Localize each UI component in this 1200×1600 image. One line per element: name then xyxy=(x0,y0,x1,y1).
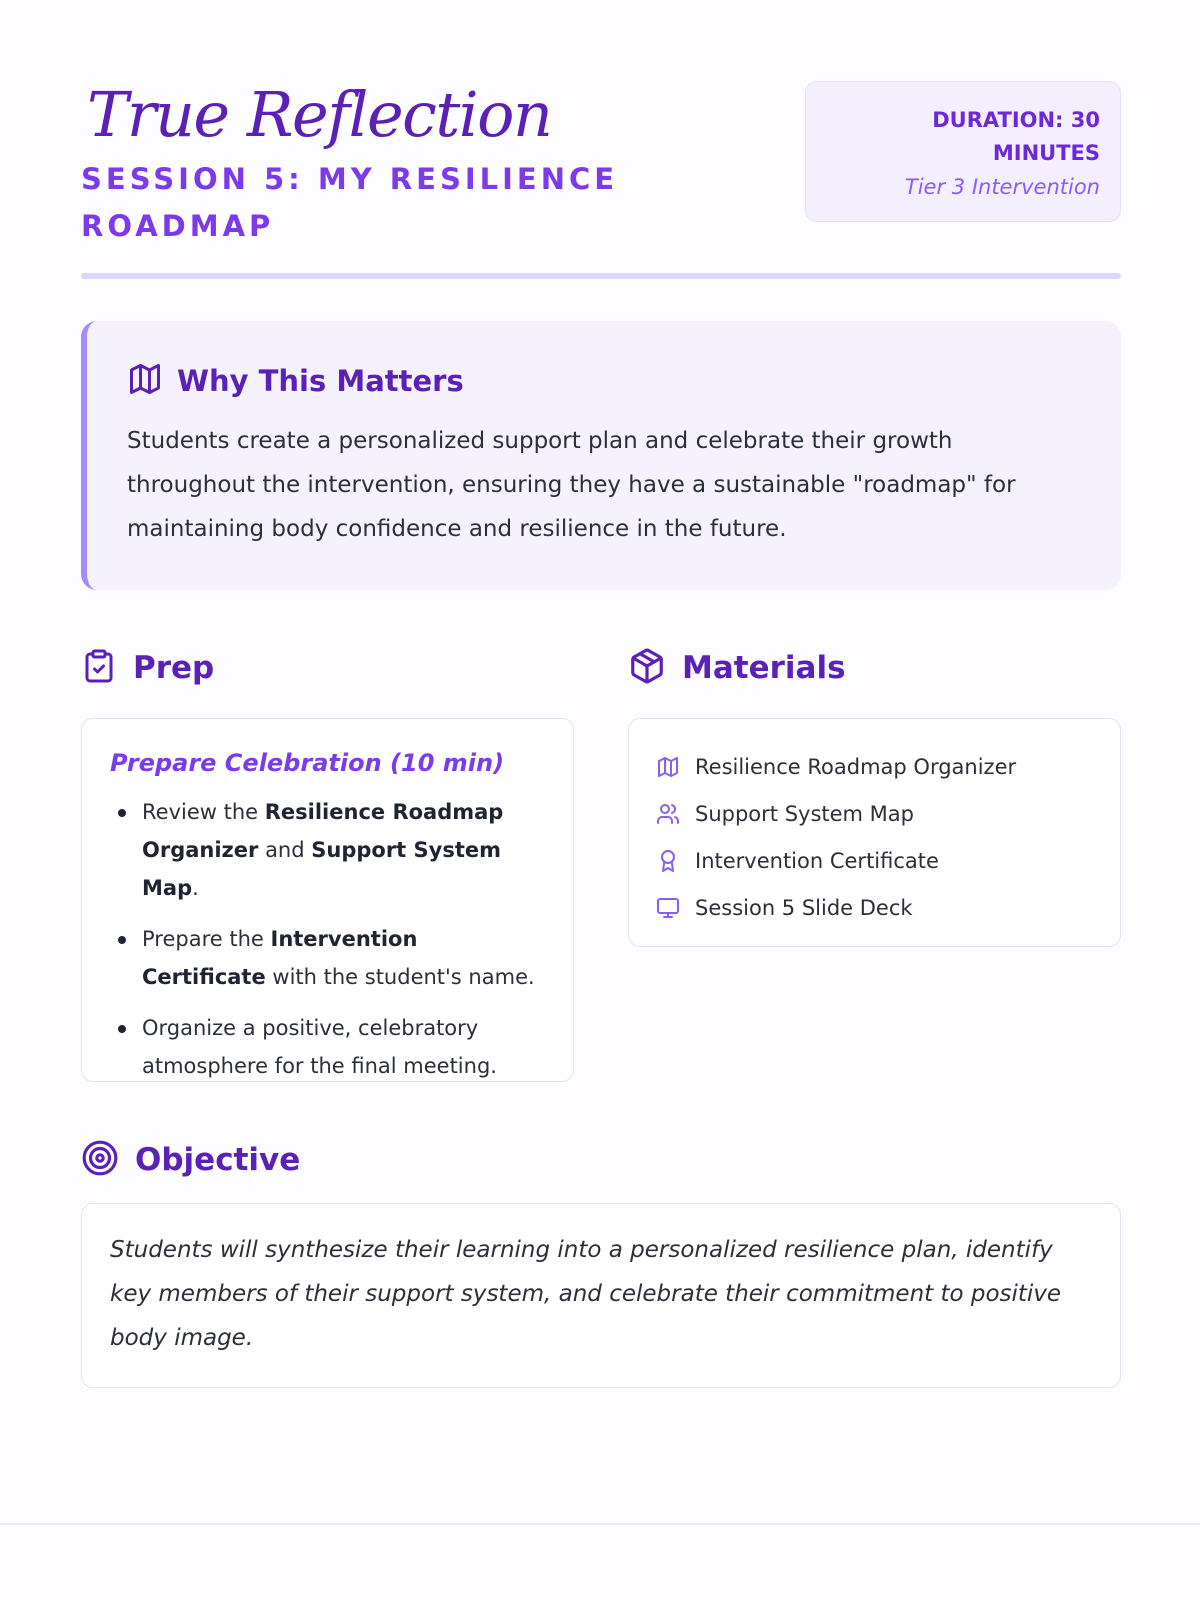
map-icon xyxy=(655,754,681,780)
footer-divider xyxy=(0,1523,1200,1525)
prep-list xyxy=(110,793,545,1085)
material-label: Intervention Certificate xyxy=(695,848,939,873)
prep-subtitle: Prepare Celebration (10 min) xyxy=(110,749,505,777)
materials-title: Materials xyxy=(682,650,846,686)
prep-title: Prep xyxy=(133,650,215,686)
materials-card xyxy=(628,718,1121,947)
duration-text: DURATION: 30 MINUTES xyxy=(932,108,1100,165)
objective-text: Students will synthesize their learning into a personalized resilience plan, identify key members of their support system, and celebrate their commitment to positive body image. xyxy=(110,1237,1062,1351)
objective-heading xyxy=(81,1139,300,1181)
material-item xyxy=(655,790,1094,837)
header-divider xyxy=(81,273,1121,279)
prep-item-emphasis: Support System Map xyxy=(142,838,501,900)
prep-item-text: Organize a positive, celebratory atmosphere for the final meeting. xyxy=(142,1016,497,1078)
prep-item-emphasis: Resilience Roadmap Organizer xyxy=(142,800,504,862)
monitor-icon xyxy=(655,895,681,921)
prep-list-item xyxy=(110,1009,545,1085)
why-title: Why This Matters xyxy=(177,364,464,398)
material-item xyxy=(655,743,1094,790)
prep-item-text: Prepare the xyxy=(142,927,271,951)
material-item xyxy=(655,884,1094,931)
users-icon xyxy=(655,801,681,827)
objective-title: Objective xyxy=(135,1142,301,1178)
materials-heading xyxy=(628,647,846,689)
prep-item-text: and xyxy=(258,838,312,862)
prep-heading xyxy=(81,647,214,689)
tier-text: Tier 3 Intervention xyxy=(904,175,1100,199)
package-icon xyxy=(628,647,666,689)
why-heading xyxy=(127,361,1081,401)
prep-item-emphasis: Intervention Certificate xyxy=(142,927,418,989)
map-icon xyxy=(127,361,163,401)
clipboard-check-icon xyxy=(81,647,117,689)
duration-badge xyxy=(805,81,1121,222)
prep-list-item xyxy=(110,793,545,907)
target-icon xyxy=(81,1139,119,1181)
prep-list-item xyxy=(110,920,545,996)
award-icon xyxy=(655,848,681,874)
session-title: SESSION 5: MY RESILIENCE ROADMAP xyxy=(81,162,619,243)
why-this-matters-panel xyxy=(81,321,1121,590)
prep-item-text: Review the xyxy=(142,800,265,824)
brand-title: True Reflection xyxy=(87,78,552,151)
material-label: Resilience Roadmap Organizer xyxy=(695,754,1017,779)
material-label: Support System Map xyxy=(695,801,914,826)
material-label: Session 5 Slide Deck xyxy=(695,895,913,920)
prep-card xyxy=(81,718,574,1082)
prep-item-text: with the student's name. xyxy=(265,965,535,989)
objective-card xyxy=(81,1203,1121,1388)
why-text: Students create a personalized support plan and celebrate their growth throughout the intervention, ensuring they have a sustainable "roadmap" for maintaining body confidence and resilience in the future. xyxy=(127,428,1016,542)
prep-item-text: . xyxy=(192,876,199,900)
header xyxy=(81,80,1121,280)
material-item xyxy=(655,837,1094,884)
